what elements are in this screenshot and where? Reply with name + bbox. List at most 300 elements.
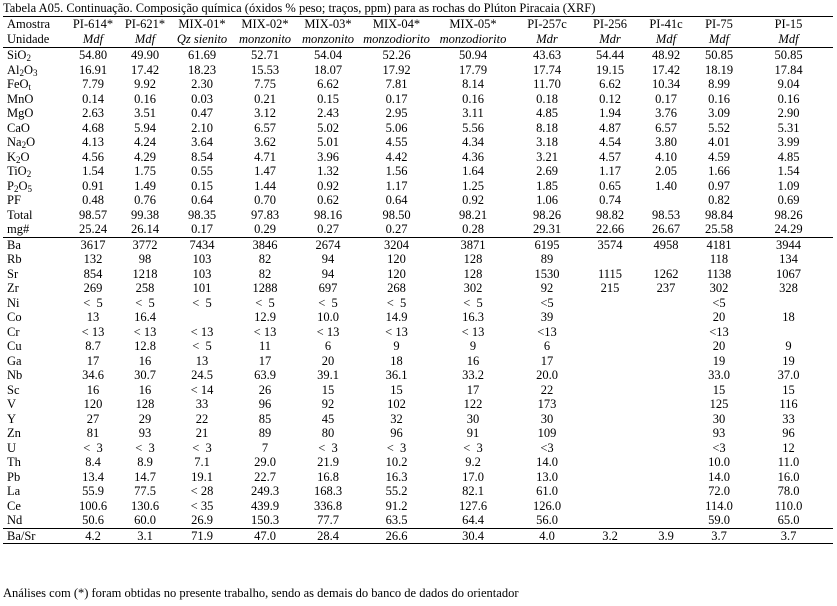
oxide-label <box>3 150 67 165</box>
value-cell: < 13 <box>461 324 485 339</box>
value-cell: 25.58 <box>694 222 744 237</box>
value-cell: 173 <box>537 397 557 411</box>
value-cell <box>638 484 694 499</box>
oxide-label <box>3 179 67 194</box>
value-cell: 26.67 <box>638 222 694 237</box>
value-cell: 5.94 <box>134 120 156 135</box>
oxide-formula: TiO <box>7 164 27 178</box>
value-cell: 98.84 <box>704 207 734 222</box>
value-cell: 6.62 <box>599 77 621 91</box>
trace-row <box>3 339 833 354</box>
oxide-subscript: 2 <box>16 154 21 164</box>
value-cell: 1530 <box>534 266 560 281</box>
value-cell <box>582 325 638 340</box>
value-cell: 17 <box>466 382 480 397</box>
value-cell <box>582 339 638 354</box>
value-cell: 0.18 <box>536 91 558 106</box>
value-cell: 43.63 <box>532 48 562 62</box>
value-cell: 0.17 <box>171 222 233 237</box>
value-cell: 3.80 <box>655 135 677 149</box>
value-cell: < 13 <box>190 324 214 339</box>
value-cell: 9.04 <box>777 77 800 91</box>
oxide-formula: Al <box>7 62 20 77</box>
value-cell: 16.4 <box>134 310 156 324</box>
value-cell: 45 <box>321 411 335 426</box>
value-cell: 1.17 <box>599 164 621 178</box>
value-cell <box>582 426 638 441</box>
value-cell: 0.27 <box>297 222 359 237</box>
value-cell: 0.92 <box>462 193 484 207</box>
trace-row <box>3 383 833 398</box>
value-cell: 2.10 <box>191 120 213 135</box>
value-cell <box>744 325 833 340</box>
value-cell: 0.92 <box>317 178 339 193</box>
value-cell: 98.50 <box>382 207 411 222</box>
value-cell: 114.0 <box>705 498 733 513</box>
value-cell: < 13 <box>385 324 408 339</box>
unit-header: Mdf <box>119 32 171 48</box>
value-cell: 3.21 <box>536 149 558 164</box>
value-cell: 12.8 <box>134 339 156 353</box>
value-cell: 12 <box>782 440 795 455</box>
trace-label: Cu <box>7 339 22 353</box>
oxide-formula: PF <box>7 193 21 207</box>
value-cell: 0.91 <box>82 178 104 193</box>
value-cell <box>744 296 833 311</box>
value-cell: 59.0 <box>708 513 730 527</box>
value-cell: 28.4 <box>297 528 359 544</box>
value-cell: 30 <box>466 411 480 426</box>
value-cell: 1.66 <box>708 164 730 178</box>
oxide-formula: K <box>7 149 17 164</box>
value-cell: 1.47 <box>254 164 276 178</box>
value-cell: 4.2 <box>67 528 119 544</box>
value-cell: 19.15 <box>595 62 625 77</box>
value-cell: 120 <box>387 252 406 266</box>
value-cell: 8.9 <box>137 455 153 469</box>
unit-header: Mdf <box>67 32 119 48</box>
value-cell: 50.94 <box>458 48 488 62</box>
value-cell <box>582 470 638 485</box>
oxide-subscript: t <box>28 82 32 92</box>
oxide-subscript: 2 <box>19 67 24 77</box>
value-cell: < 3 <box>83 440 103 455</box>
value-cell: 11.70 <box>533 77 561 91</box>
value-cell: 110.0 <box>774 498 803 513</box>
value-cell: 101 <box>192 281 212 295</box>
value-cell: 4.10 <box>655 149 677 164</box>
oxide-row <box>3 135 833 150</box>
trace-row <box>3 296 833 311</box>
value-cell: 15.53 <box>250 62 280 77</box>
value-cell: 7.75 <box>254 77 276 91</box>
trace-row <box>3 368 833 383</box>
oxide-label <box>3 193 67 208</box>
value-cell: 3.99 <box>777 135 800 149</box>
value-cell: 50.85 <box>774 48 803 62</box>
value-cell: < 3 <box>463 440 483 455</box>
value-cell: 258 <box>135 281 155 295</box>
value-cell: 9.2 <box>465 455 481 469</box>
value-cell: 4.01 <box>708 135 730 149</box>
value-cell: 52.71 <box>250 48 280 62</box>
value-cell: 6.57 <box>655 120 677 135</box>
oxide-formula: Total <box>7 207 33 222</box>
value-cell <box>638 339 694 354</box>
trace-label: Y <box>7 411 17 426</box>
value-cell: 3204 <box>384 237 409 252</box>
value-cell: 49.90 <box>130 48 160 62</box>
sample-id-header: PI-256 <box>582 17 638 33</box>
value-cell: 3617 <box>80 237 106 252</box>
value-cell: 10.0 <box>317 310 339 324</box>
value-cell: 17.92 <box>382 62 411 77</box>
value-cell: 5.01 <box>317 135 339 149</box>
value-cell: 19 <box>782 353 795 368</box>
value-cell: 33 <box>782 411 795 426</box>
value-cell: 4.36 <box>462 149 484 164</box>
value-cell: 439.9 <box>250 498 280 513</box>
trace-label: U <box>7 440 17 455</box>
value-cell: 94 <box>321 252 335 266</box>
value-cell: 8.7 <box>85 339 101 353</box>
value-cell: 7.81 <box>385 77 408 91</box>
sample-id-header: PI-257c <box>512 17 582 33</box>
oxide-formula: CaO <box>7 120 30 135</box>
value-cell: 6 <box>543 339 551 353</box>
value-cell: 128 <box>463 252 483 266</box>
value-cell: 4.59 <box>708 149 730 164</box>
value-cell: 3.7 <box>694 528 744 544</box>
value-cell: 5.31 <box>777 120 800 135</box>
value-cell <box>638 426 694 441</box>
sample-id-header: PI-41c <box>638 17 694 33</box>
value-cell: 0.14 <box>82 91 104 106</box>
value-cell: 103 <box>192 252 212 266</box>
value-cell: 94 <box>321 266 335 281</box>
oxide-row <box>3 106 833 121</box>
value-cell: 24.5 <box>191 368 213 382</box>
value-cell: 61.0 <box>536 484 558 498</box>
value-cell: 0.16 <box>777 91 800 106</box>
value-cell: 20 <box>712 310 726 324</box>
value-cell: 14.7 <box>134 469 156 484</box>
value-cell: 0.29 <box>233 222 297 237</box>
oxide-row <box>3 179 833 194</box>
value-cell: 30 <box>540 411 554 426</box>
value-cell: 37.0 <box>777 368 800 382</box>
value-cell: 11.0 <box>777 455 800 469</box>
value-cell: < 5 <box>192 295 212 310</box>
unit-header: Mdf <box>744 32 833 48</box>
value-cell <box>171 310 233 325</box>
value-cell: 126.0 <box>532 498 562 513</box>
value-cell: 116 <box>779 397 798 411</box>
value-cell: 98.16 <box>313 207 343 222</box>
trace-row <box>3 325 833 340</box>
unit-header: Qz sienito <box>171 32 233 48</box>
value-cell: 78.0 <box>777 484 800 498</box>
value-cell: 63.9 <box>254 368 276 382</box>
unit-header: Mdf <box>638 32 694 48</box>
value-cell: 0.82 <box>708 193 730 207</box>
value-cell: 9.92 <box>134 77 156 91</box>
value-cell: 93 <box>712 426 726 440</box>
value-cell: 16.0 <box>777 469 800 484</box>
value-cell <box>582 484 638 499</box>
value-cell: 0.64 <box>191 193 213 207</box>
value-cell <box>638 455 694 470</box>
value-cell: 0.12 <box>599 91 621 106</box>
value-cell: 6.62 <box>317 77 339 91</box>
value-cell: 7.79 <box>82 77 104 91</box>
value-cell: 0.21 <box>254 91 276 106</box>
value-cell: < 28 <box>190 484 214 498</box>
value-cell: 1262 <box>653 266 679 281</box>
value-cell: 15 <box>321 382 335 397</box>
value-cell: 98.26 <box>532 207 562 222</box>
value-cell: 8.14 <box>462 77 484 91</box>
value-cell: 3.7 <box>744 528 833 544</box>
value-cell: < 3 <box>386 440 407 455</box>
unit-header: monzonito <box>233 32 297 48</box>
trace-row <box>3 252 833 267</box>
value-cell: 2.90 <box>777 106 800 120</box>
trace-label: Sr <box>7 266 19 281</box>
value-cell <box>638 354 694 369</box>
value-cell: 10.2 <box>385 455 408 469</box>
oxide-label <box>3 63 67 78</box>
value-cell: 130.6 <box>130 498 160 513</box>
value-cell: 128 <box>135 397 155 411</box>
sample-id-header: PI-75 <box>694 17 744 33</box>
value-cell: 1.49 <box>134 178 156 193</box>
value-cell: 17.42 <box>130 62 160 77</box>
value-cell: 16.8 <box>317 469 339 484</box>
value-cell: 8.54 <box>191 149 213 164</box>
value-cell: 80 <box>321 426 335 440</box>
value-cell: 7 <box>261 440 269 455</box>
oxide-formula: mg# <box>7 222 30 236</box>
value-cell: 13 <box>195 353 209 368</box>
value-cell: 150.3 <box>250 513 280 527</box>
value-cell: 3574 <box>597 237 623 252</box>
trace-label: V <box>7 397 17 411</box>
oxide-label <box>3 135 67 150</box>
value-cell: 14.0 <box>708 469 730 484</box>
value-cell: 132 <box>83 252 103 266</box>
value-cell: 4.87 <box>599 120 621 135</box>
value-cell: 22.7 <box>254 469 276 484</box>
value-cell: 4181 <box>706 237 732 252</box>
value-cell: <13 <box>709 324 729 339</box>
value-cell: 854 <box>83 266 103 281</box>
value-cell: 168.3 <box>313 484 343 498</box>
value-cell: 1.25 <box>462 178 484 193</box>
trace-label: Ga <box>7 353 22 368</box>
value-cell: 55.2 <box>385 484 408 498</box>
value-cell: 15 <box>712 382 726 397</box>
value-cell: 98.21 <box>458 207 488 222</box>
oxide-row <box>3 63 833 78</box>
value-cell <box>582 310 638 325</box>
value-cell: 12.9 <box>254 310 276 324</box>
value-cell: 269 <box>83 281 103 295</box>
value-cell: 0.17 <box>655 91 677 106</box>
table-footnote: Análises com (*) foram obtidas no presente trabalho, sendo as demais do banco de dados do orientador <box>3 586 519 600</box>
value-cell: 16 <box>138 382 152 397</box>
value-cell: 63.5 <box>385 513 408 527</box>
value-cell: 25.24 <box>67 222 119 237</box>
value-cell: 2.30 <box>191 77 213 91</box>
ratio-label: Ba/Sr <box>3 528 67 544</box>
value-cell: 2.95 <box>385 106 408 120</box>
value-cell: 92 <box>540 281 554 295</box>
value-cell <box>638 296 694 311</box>
value-cell: 237 <box>656 281 676 295</box>
value-cell: 302 <box>709 281 729 295</box>
oxide-row <box>3 150 833 165</box>
value-cell: 3.18 <box>536 135 558 149</box>
value-cell: <5 <box>712 295 726 310</box>
unit-header: monzonito <box>297 32 359 48</box>
value-cell: 8.4 <box>85 455 101 469</box>
value-cell: 30.7 <box>134 368 156 382</box>
value-cell: 0.64 <box>385 193 408 207</box>
value-cell: < 35 <box>190 498 214 513</box>
value-cell: < 13 <box>316 324 340 339</box>
oxide-formula-tail: O <box>18 178 28 193</box>
value-cell <box>638 383 694 398</box>
unit-header: monzodiorito <box>359 32 434 48</box>
value-cell: 103 <box>192 266 212 281</box>
value-cell <box>582 441 638 456</box>
value-cell: 1067 <box>776 266 801 281</box>
value-cell: 18 <box>390 353 403 368</box>
oxide-label <box>3 121 67 136</box>
value-cell: 29.31 <box>512 222 582 237</box>
value-cell: 3.76 <box>655 106 677 120</box>
value-cell: 14.0 <box>536 455 558 469</box>
value-cell: 1288 <box>252 281 278 295</box>
value-cell: 0.15 <box>191 178 213 193</box>
trace-label: Zr <box>7 281 19 295</box>
value-cell <box>582 368 638 383</box>
value-cell: 26.6 <box>359 528 434 544</box>
value-cell: 1138 <box>706 266 732 281</box>
value-cell: 32 <box>390 411 403 426</box>
value-cell <box>638 412 694 427</box>
value-cell: 120 <box>83 397 103 411</box>
oxide-row <box>3 193 833 208</box>
value-cell: 48.92 <box>651 48 681 62</box>
value-cell: 134 <box>779 252 798 266</box>
oxide-label <box>3 48 67 63</box>
value-cell: 20 <box>712 339 726 353</box>
sample-id-header: MIX-02* <box>233 17 297 33</box>
value-cell: < 5 <box>135 295 155 310</box>
value-cell: 52.26 <box>382 48 411 62</box>
value-cell: 34.6 <box>82 368 104 382</box>
value-cell: 6 <box>324 339 332 353</box>
value-cell: 18.19 <box>704 62 734 77</box>
value-cell <box>582 412 638 427</box>
value-cell: 72.0 <box>708 484 730 498</box>
value-cell: 1.54 <box>82 164 104 178</box>
oxide-label <box>3 222 67 237</box>
value-cell: 27 <box>86 411 100 426</box>
value-cell: 4.57 <box>599 149 621 164</box>
oxide-label <box>3 77 67 92</box>
value-cell: 50.85 <box>704 48 734 62</box>
value-cell: 21 <box>195 426 209 440</box>
value-cell <box>582 397 638 412</box>
value-cell: 5.06 <box>385 120 408 135</box>
value-cell: 328 <box>779 281 798 295</box>
value-cell: 54.04 <box>313 48 343 62</box>
value-cell: 18.07 <box>313 62 343 77</box>
value-cell: 20 <box>321 353 335 368</box>
trace-row <box>3 237 833 252</box>
value-cell: 6195 <box>534 237 560 252</box>
value-cell: 17 <box>86 353 100 368</box>
value-cell: 4.13 <box>82 135 104 149</box>
oxide-row <box>3 77 833 92</box>
value-cell: 82 <box>258 252 272 266</box>
value-cell: 22 <box>195 411 209 426</box>
value-cell: 93 <box>138 426 152 440</box>
value-cell: 54.80 <box>78 48 108 62</box>
value-cell: 50.6 <box>82 513 104 527</box>
geochemistry-table <box>3 16 833 544</box>
unit-header: Mdr <box>582 32 638 48</box>
value-cell <box>638 368 694 383</box>
value-cell: 0.69 <box>777 193 800 207</box>
oxide-subscript: 2 <box>26 53 31 63</box>
value-cell: 18.23 <box>187 62 217 77</box>
value-cell: 16.91 <box>78 62 108 77</box>
trace-label: Th <box>7 455 21 469</box>
value-cell: < 13 <box>81 324 105 339</box>
trace-row <box>3 426 833 441</box>
amostra-header: Amostra <box>3 17 67 33</box>
value-cell: 102 <box>387 397 406 411</box>
value-cell: 0.97 <box>708 178 730 193</box>
value-cell: 29.0 <box>254 455 276 469</box>
value-cell: 3.9 <box>638 528 694 544</box>
value-cell: 98.82 <box>595 207 625 222</box>
value-cell: 1.09 <box>777 178 800 193</box>
value-cell: 17 <box>540 353 554 368</box>
value-cell: <13 <box>537 324 557 339</box>
value-cell: 9 <box>469 339 477 353</box>
value-cell: 15 <box>782 382 795 397</box>
value-cell: < 3 <box>318 440 338 455</box>
value-cell: 17.42 <box>651 62 681 77</box>
value-cell: 0.28 <box>434 222 512 237</box>
value-cell: 96 <box>390 426 403 440</box>
value-cell: 39 <box>540 310 554 324</box>
value-cell: 17 <box>258 353 272 368</box>
sample-id-header: MIX-03* <box>297 17 359 33</box>
value-cell: 29 <box>138 411 152 426</box>
oxide-label <box>3 106 67 121</box>
value-cell: 3.1 <box>119 528 171 544</box>
value-cell: < 13 <box>133 324 157 339</box>
value-cell <box>582 296 638 311</box>
value-cell <box>638 441 694 456</box>
value-cell: 4.34 <box>462 135 484 149</box>
